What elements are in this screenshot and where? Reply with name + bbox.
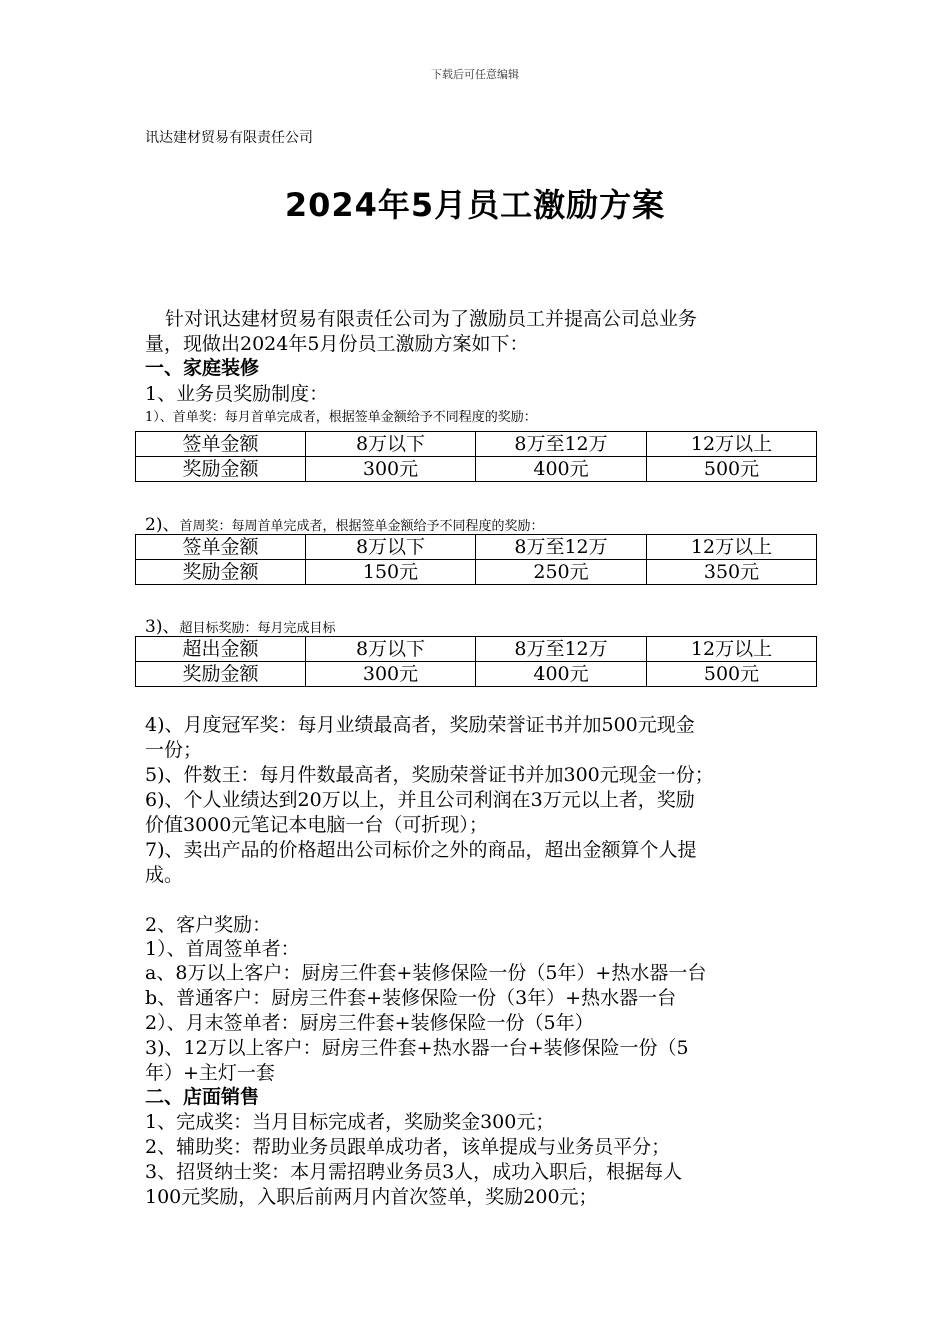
item-6-line-1: 6)、个人业绩达到20万以上，并且公司利润在3万元以上者，奖励 xyxy=(145,789,695,811)
table-cell: 8万以下 xyxy=(306,432,476,457)
item-6-line-2: 价值3000元笔记本电脑一台（可折现）； xyxy=(145,814,488,836)
table-header-row xyxy=(136,535,817,560)
table-cell: 8万至12万 xyxy=(476,535,647,560)
table-cell: 300元 xyxy=(306,662,476,687)
item-3-text: 超目标奖励：每月完成目标 xyxy=(179,621,336,636)
customer-item-3-line-1: 3)、12万以上客户：厨房三件套+热水器一台+装修保险一份（5 xyxy=(145,1037,689,1059)
customer-item-1b: b、普通客户：厨房三件套+装修保险一份（3年）+热水器一台 xyxy=(145,987,677,1009)
customer-item-3-line-2: 年）+主灯一套 xyxy=(145,1062,275,1084)
section-1-heading: 一、家庭装修 xyxy=(145,357,260,379)
item-3-title xyxy=(145,612,335,637)
table-row xyxy=(136,560,817,585)
table-cell: 12万以上 xyxy=(647,637,817,662)
table-cell: 奖励金额 xyxy=(136,457,306,482)
item-7-line-1: 7)、卖出产品的价格超出公司标价之外的商品，超出金额算个人提 xyxy=(145,839,697,861)
table-cell: 400元 xyxy=(476,662,647,687)
table-cell: 8万至12万 xyxy=(476,432,647,457)
item-1-title: 1）、首单奖：每月首单完成者，根据签单金额给予不同程度的奖励： xyxy=(145,410,537,425)
table-cell: 400元 xyxy=(476,457,647,482)
table-cell: 500元 xyxy=(647,662,817,687)
customer-item-1a: a、8万以上客户：厨房三件套+装修保险一份（5年）+热水器一台 xyxy=(145,962,707,984)
section-2-heading: 二、店面销售 xyxy=(145,1086,260,1108)
item-2-text: 首周奖：每周首单完成者，根据签单金额给予不同程度的奖励： xyxy=(179,519,544,534)
first-order-reward-table xyxy=(135,431,817,482)
table-cell: 奖励金额 xyxy=(136,662,306,687)
over-target-reward-table xyxy=(135,636,817,687)
intro-line-1: 针对讯达建材贸易有限责任公司为了激励员工并提高公司总业务 xyxy=(165,308,698,330)
header-note: 下载后可任意编辑 xyxy=(431,68,519,81)
intro-line-2: 量，现做出2024年5月份员工激励方案如下： xyxy=(145,333,529,355)
section-1-sub-2: 2、客户奖励： xyxy=(145,914,272,936)
table-header-row xyxy=(136,637,817,662)
table-cell: 350元 xyxy=(647,560,817,585)
item-4-line-2: 一份； xyxy=(145,739,203,761)
store-item-3-line-2: 100元奖励，入职后前两月内首次签单，奖励200元； xyxy=(145,1186,598,1208)
item-4-line-1: 4)、月度冠军奖：每月业绩最高者，奖励荣誉证书并加500元现金 xyxy=(145,714,695,736)
table-row xyxy=(136,457,817,482)
table-cell: 超出金额 xyxy=(136,637,306,662)
store-item-2: 2、辅助奖：帮助业务员跟单成功者，该单提成与业务员平分； xyxy=(145,1136,671,1158)
item-7-line-2: 成。 xyxy=(145,864,184,886)
table-cell: 签单金额 xyxy=(136,535,306,560)
store-item-3-line-1: 3、招贤纳士奖：本月需招聘业务员3人，成功入职后，根据每人 xyxy=(145,1161,683,1183)
table-cell: 8万以下 xyxy=(306,637,476,662)
first-week-reward-table xyxy=(135,534,817,585)
section-1-sub-1: 1、业务员奖励制度： xyxy=(145,383,329,405)
table-cell: 签单金额 xyxy=(136,432,306,457)
table-cell: 奖励金额 xyxy=(136,560,306,585)
table-cell: 8万以下 xyxy=(306,535,476,560)
customer-item-2: 2）、月末签单者：厨房三件套+装修保险一份（5年） xyxy=(145,1012,594,1034)
item-2-prefix: 2)、 xyxy=(145,515,180,535)
customer-item-1: 1）、首周签单者： xyxy=(145,938,300,960)
item-5: 5)、件数王：每月件数最高者，奖励荣誉证书并加300元现金一份； xyxy=(145,764,714,786)
table-row xyxy=(136,662,817,687)
item-2-title xyxy=(145,510,543,535)
item-3-prefix: 3)、 xyxy=(145,617,180,637)
store-item-1: 1、完成奖：当月目标完成者，奖励奖金300元； xyxy=(145,1111,555,1133)
table-header-row xyxy=(136,432,817,457)
table-cell: 12万以上 xyxy=(647,535,817,560)
table-cell: 300元 xyxy=(306,457,476,482)
table-cell: 150元 xyxy=(306,560,476,585)
company-name: 讯达建材贸易有限责任公司 xyxy=(145,130,313,146)
table-cell: 8万至12万 xyxy=(476,637,647,662)
table-cell: 12万以上 xyxy=(647,432,817,457)
table-cell: 500元 xyxy=(647,457,817,482)
table-cell: 250元 xyxy=(476,560,647,585)
page-title: 2024年5月员工激励方案 xyxy=(284,186,666,224)
